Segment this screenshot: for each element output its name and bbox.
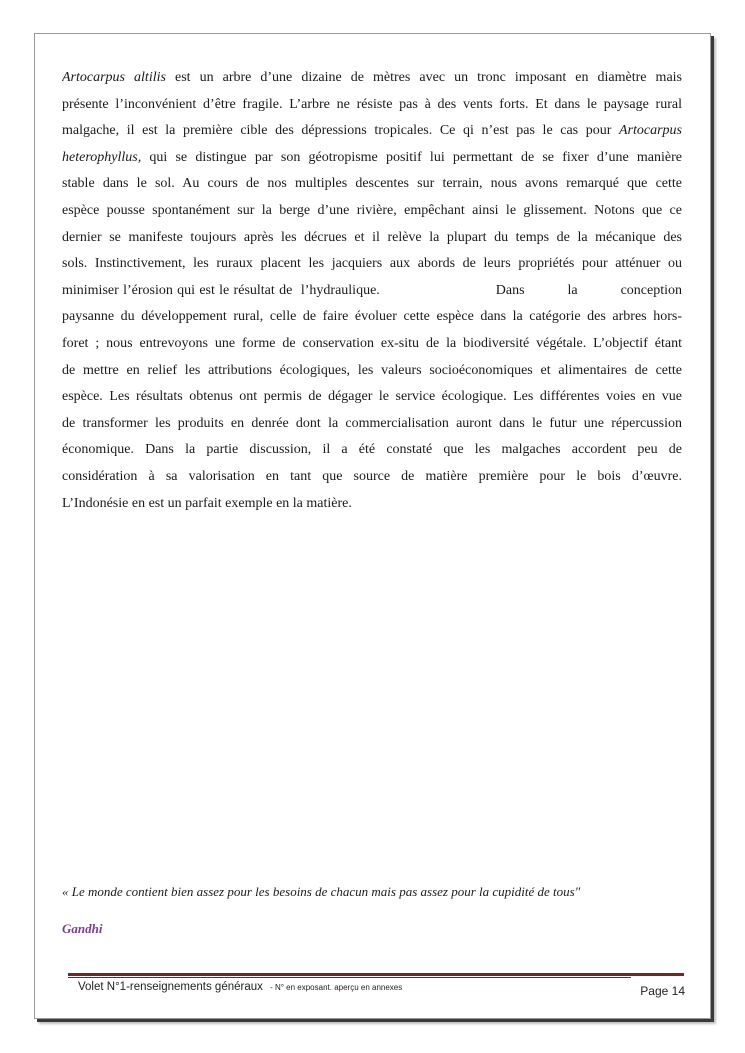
- text-line: stable dans le sol. Au cours de nos multiples descentes sur terrain, nous avons remarqué que cette: [62, 176, 682, 192]
- footer-title: Volet N°1-renseignements généraux: [78, 981, 267, 993]
- page-number: Page 14: [640, 984, 685, 998]
- text-line: de transformer les produits en denrée dont la commercialisation auront dans le futur une répercussion: [62, 415, 682, 431]
- text-line: [62, 65, 682, 92]
- text-line: espèce. Les résultats obtenus ont permis de dégager le service écologique. Les différentes voies en vue: [62, 389, 682, 405]
- quote-author: Gandhi: [62, 921, 103, 936]
- species-name: Artocarpus: [619, 123, 682, 139]
- text-fragment: qui se distingue par son géotropisme positif lui permettant de se fixer d’une manière: [141, 149, 682, 165]
- text-line: paysanne du développement rural, celle de faire évoluer cette espèce dans la catégorie des arbres hors-: [62, 309, 682, 325]
- text-line: dernier se manifeste toujours après les décrues et il relève la plupart du temps de la mécanique des: [62, 229, 682, 245]
- footer-rule-thin: [68, 977, 631, 978]
- epigraph-quote: « Le monde contient bien assez pour les besoins de chacun mais pas assez pour la cupidité de tous": [62, 884, 581, 899]
- text-line: L’Indonésie en est un parfait exemple en la matière.: [62, 495, 352, 511]
- text-line: économique. Dans la partie discussion, il a été constaté que les malgaches accordent peu de: [62, 442, 682, 458]
- footer-section-title: [78, 981, 402, 993]
- species-name: heterophyllus,: [62, 149, 142, 165]
- text-line: présente l’inconvénient d’être fragile. L’arbre ne résiste pas à des vents forts. Et dans le paysage rural: [62, 96, 682, 112]
- text-fragment: est un arbre d’une dizaine de mètres avec un tronc imposant en diamètre mais: [165, 70, 682, 85]
- text-line: considération à sa valorisation en tant que source de matière première pour le bois d’œuvre.: [62, 468, 682, 484]
- body-paragraph: [62, 65, 682, 517]
- footer-rule: [68, 973, 684, 976]
- text-line: foret ; nous entrevoyons une forme de conservation ex-situ de la biodiversité végétale. L’objectif étant: [62, 335, 682, 351]
- footer-note: - N° en exposant. aperçu en annexes: [270, 983, 403, 992]
- text-line: de mettre en relief les attributions écologiques, les valeurs socioéconomiques et alimentaires de cette: [62, 362, 682, 378]
- text-line: minimiser l’érosion qui est le résultat de l’hydraulique. Dans la conception: [62, 282, 682, 298]
- text-fragment: malgache, il est la première cible des dépressions tropicales. Ce qi n’est pas le cas pour: [62, 123, 619, 139]
- text-line: sols. Instinctivement, les ruraux placent les jacquiers aux abords de leurs propriétés pour atténuer ou: [62, 256, 682, 272]
- text-line: [62, 145, 682, 172]
- text-line: espèce pousse spontanément sur la berge d’une rivière, empêchant ainsi le glissement. Notons que ce: [62, 202, 682, 218]
- species-name: Artocarpus altilis: [62, 70, 166, 85]
- text-line: [62, 118, 682, 145]
